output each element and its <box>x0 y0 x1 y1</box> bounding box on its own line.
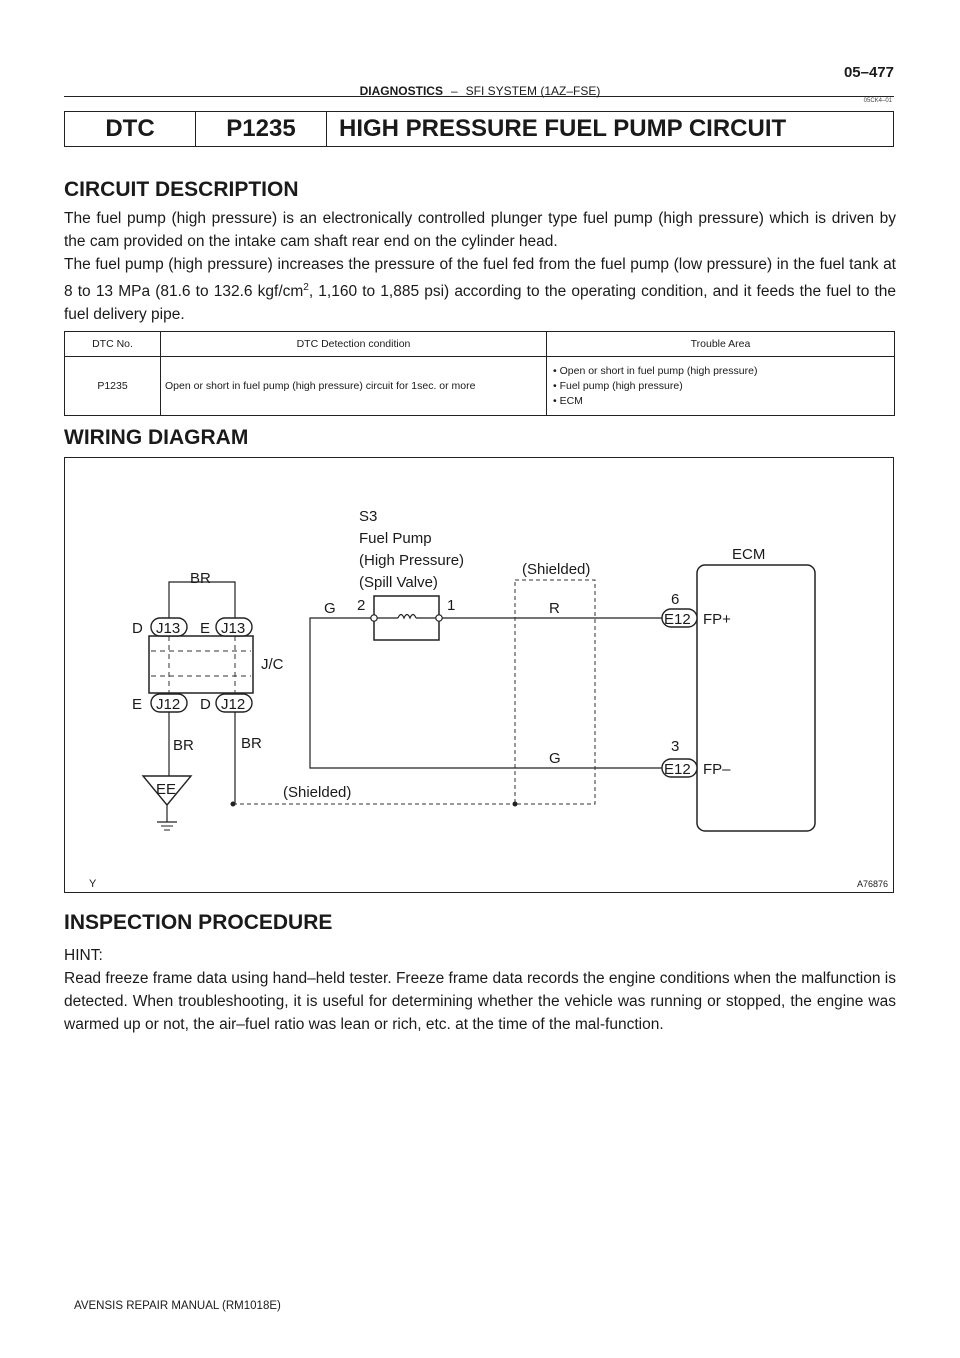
label-pin-d: D <box>200 696 211 713</box>
para2-text-b: , 1,160 to 1,885 psi) according to the operating condition, and it feeds the fuel to the fuel delivery pipe. <box>64 283 896 324</box>
wiring-diagram-svg <box>65 458 895 894</box>
label-junction-connector: J/C <box>261 656 284 673</box>
label-pin-e: E <box>132 696 143 713</box>
label-pin-6: 6 <box>671 591 680 608</box>
trouble-area-item: • Open or short in fuel pump (high pressure) <box>553 364 758 377</box>
label-pin-2: 2 <box>357 597 366 614</box>
header-subsection: SFI SYSTEM (1AZ–FSE) <box>465 84 601 98</box>
trouble-area-item: • Fuel pump (high pressure) <box>553 379 683 392</box>
detection-condition-cell: Open or short in fuel pump (high pressure) circuit for 1sec. or more <box>161 357 547 416</box>
label-wire-br: BR <box>190 570 211 587</box>
header-section: DIAGNOSTICS <box>359 84 443 98</box>
label-e12: E12 <box>664 611 691 628</box>
para2-superscript: 2 <box>303 282 309 293</box>
dtc-number-cell: P1235 <box>65 357 161 416</box>
dtc-table <box>64 331 895 416</box>
label-wire-br: BR <box>173 737 194 754</box>
dtc-table-header: Trouble Area <box>547 332 895 357</box>
label-fuel-pump: Fuel Pump <box>359 530 432 547</box>
label-j13: J13 <box>221 620 246 637</box>
label-pin-d: D <box>132 620 143 637</box>
label-j12: J12 <box>221 696 246 713</box>
header-rule <box>64 96 894 97</box>
table-row <box>65 357 895 416</box>
dtc-table-header-row <box>65 332 895 357</box>
para2-text-a: The fuel pump (high pressure) increases the pressure of the fuel fed from the fuel pump (low pressure) in the fuel tank at 8 to 13 MPa (81.6 to 132.6 kgf/cm <box>64 256 896 301</box>
title-box <box>64 111 894 147</box>
label-spill-valve: (Spill Valve) <box>359 574 438 591</box>
junction-connector-box <box>149 636 253 693</box>
ecm-box <box>697 565 815 831</box>
page-number: 05–477 <box>843 64 894 81</box>
dtc-table-header: DTC No. <box>65 332 161 357</box>
label-pin-e: E <box>200 620 211 637</box>
inspection-hint-label: HINT: <box>64 947 103 964</box>
circuit-description-heading: CIRCUIT DESCRIPTION <box>64 178 299 201</box>
label-wire-br: BR <box>241 735 262 752</box>
pump-terminal-2 <box>371 615 377 621</box>
label-fp-plus: FP+ <box>703 611 731 628</box>
label-pin-1: 1 <box>447 597 456 614</box>
label-wire-r: R <box>549 600 560 617</box>
inspection-procedure-heading: INSPECTION PROCEDURE <box>64 911 333 934</box>
trouble-area-cell <box>547 357 895 416</box>
wiring-diagram-heading: WIRING DIAGRAM <box>64 426 249 449</box>
title-dtc-label: DTC <box>65 112 196 146</box>
label-s3: S3 <box>359 508 378 525</box>
label-high-pressure: (High Pressure) <box>359 552 465 569</box>
title-dtc-code: P1235 <box>196 112 327 146</box>
wire-g <box>310 618 662 768</box>
label-ecm: ECM <box>732 546 766 563</box>
header-separator: – <box>450 84 458 98</box>
trouble-area-item: • ECM <box>553 394 583 407</box>
label-j13: J13 <box>156 620 181 637</box>
dtc-table-header: DTC Detection condition <box>161 332 547 357</box>
label-pin-3: 3 <box>671 738 680 755</box>
manual-footer: AVENSIS REPAIR MANUAL (RM1018E) <box>74 1300 281 1312</box>
doc-code: 05CK4–01 <box>863 98 892 104</box>
label-figure-id: A76876 <box>857 879 889 889</box>
label-shielded-top: (Shielded) <box>522 561 591 578</box>
circuit-description-paragraph-1: The fuel pump (high pressure) is an electronically controlled plunger type fuel pump (high pressure) which is driven by the cam provided on the intake cam shaft rear end on the cylinder head. <box>64 210 896 250</box>
label-j12: J12 <box>156 696 181 713</box>
wire-br-bridge <box>169 582 235 618</box>
title-dtc-name: HIGH PRESSURE FUEL PUMP CIRCUIT <box>339 115 787 142</box>
label-shielded-bottom: (Shielded) <box>283 784 352 801</box>
label-wire-g: G <box>324 600 336 617</box>
pump-terminal-1 <box>436 615 442 621</box>
circuit-description-paragraph-2 <box>64 253 896 326</box>
label-corner-y: Y <box>89 878 97 890</box>
label-wire-g: G <box>549 750 561 767</box>
label-e12: E12 <box>664 761 691 778</box>
inspection-hint-text: Read freeze frame data using hand–held tester. Freeze frame data records the engine conditions when the malfunction is detected. When troubleshooting, it is useful for determining whether the vehicle was running or stopped, the engine was warmed up or not, the air–fuel ratio was lean or rich, etc. at the time of the mal-function. <box>64 970 896 1033</box>
wiring-diagram <box>64 457 894 893</box>
label-ground-ee: EE <box>156 781 177 798</box>
label-fp-minus: FP– <box>703 761 731 778</box>
shield-node-right <box>513 802 518 807</box>
